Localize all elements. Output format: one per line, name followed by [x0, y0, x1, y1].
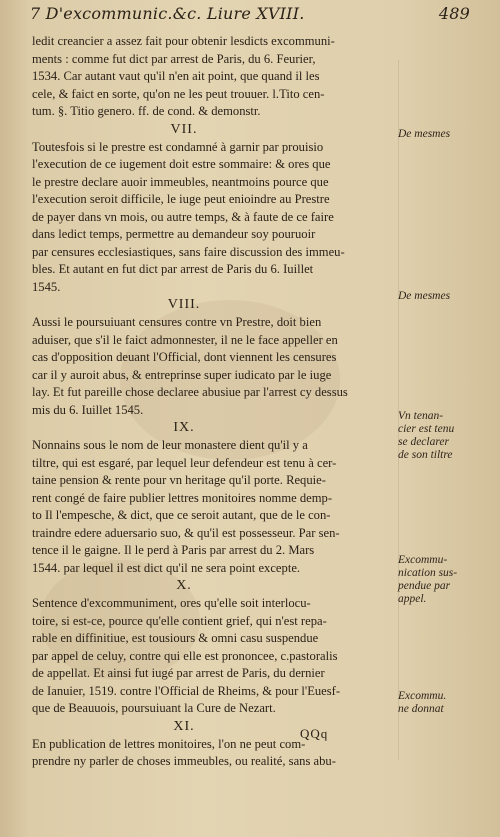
paragraph — [32, 139, 396, 297]
margin-note-line: appel. — [398, 593, 427, 605]
margin-note-line: cier est tenu — [398, 423, 455, 435]
section-number: X. — [176, 578, 192, 593]
text-line: que de Beauuois, poursuiuant la Cure de Nezart. — [32, 701, 276, 715]
text-line: le prestre declare auoir immeubles, neantmoins pource que — [32, 174, 329, 189]
paragraph — [32, 314, 396, 419]
text-line: l'execution seroit difficile, le iuge peut enioindre au Prestre — [32, 192, 330, 206]
text-line: Sentence d'excommuniment, ores qu'elle soit interlocu- — [32, 596, 311, 610]
signature-mark: QQq — [300, 726, 329, 741]
paragraph — [32, 33, 396, 121]
margin-note-line: Excommu. — [398, 690, 447, 702]
margin-note-line: ne donnat — [398, 703, 444, 715]
text-line: tence il le gaigne. Il le perd à Paris par arrest du 2. Mars — [32, 543, 315, 557]
text-line: par appel de celuy, contre qui elle est prononcee, c.pastoralis — [32, 648, 338, 663]
text-line: En publication de lettres monitoires, l'on ne peut com- — [32, 736, 306, 751]
margin-note-line: nication sus- — [398, 567, 458, 579]
section-number: IX. — [173, 420, 195, 435]
text-line: toire, si est-ce, pource qu'elle contient grief, qui n'est repa- — [32, 613, 327, 628]
text-line: ledit creancier a assez fait pour obtenir lesdicts excommuni- — [32, 34, 335, 48]
margin-note — [398, 554, 496, 606]
text-line: Aussi le poursuiuant censures contre vn Prestre, doit bien — [32, 315, 322, 329]
text-line: rent congé de faire publier lettres monitoires nomme demp- — [32, 490, 333, 505]
text-line: Toutesfois si le prestre est condamné à garnir par prouisio — [32, 139, 324, 154]
margin-note-line: De mesmes — [398, 128, 451, 140]
text-line: aduiser, que s'il le faict admonnester, il ne le face appeller en — [32, 332, 338, 347]
paragraph — [32, 595, 396, 718]
margin-note-line: de son tiltre — [398, 449, 453, 461]
margin-note — [398, 128, 496, 141]
section-number: VII. — [170, 121, 198, 137]
text-line: lay. Et fut pareille chose declaree abusiue par l'arrest cy dessus — [32, 385, 348, 399]
text-line: car il y auroit abus, & entreprinse super iudicato par le iuge — [32, 367, 332, 382]
text-line: de Ianuier, 1519. contre l'Official de Rheims, & pour l'Euesf- — [32, 683, 341, 698]
header-title: 7 D'excommunic.&c. Liure XVIII. — [30, 4, 305, 23]
section-number: VIII. — [167, 297, 201, 312]
text-line: taine pension & rente pour vn heritage qu'il porte. Requie- — [32, 473, 326, 487]
margin-note-line: pendue par — [398, 580, 451, 592]
text-line: tiltre, qui est esgaré, par lequel leur defendeur est tenu à cer- — [32, 455, 337, 470]
text-line: traindre edere aduersario suo, & qu'il est possesseur. Par sen- — [32, 525, 340, 540]
margin-note-line: Vn tenan- — [398, 410, 444, 422]
margin-note — [398, 290, 496, 303]
text-line: bles. Et autant en fut dict par arrest de Paris du 6. Iuillet — [32, 262, 314, 276]
text-line: ments : comme fut dict par arrest de Paris, du 6. Feurier, — [32, 51, 316, 66]
margin-note-line: De mesmes — [398, 290, 451, 302]
text-line: de payer dans vn mois, ou autre temps, & à faute de ce faire — [32, 209, 334, 224]
text-line: cas d'opposition deuant l'Official, dont viennent les censures — [32, 350, 337, 364]
main-text-column — [32, 33, 396, 771]
margin-note — [398, 690, 496, 716]
text-line: 1544. par lequel il est dict qu'il ne sera point excepte. — [32, 560, 301, 575]
paragraph — [32, 437, 396, 577]
text-line: mis du 6. Iuillet 1545. — [32, 402, 144, 417]
text-line: Nonnains sous le nom de leur monastere dient qu'il y a — [32, 438, 308, 452]
text-line: prendre ny parler de choses immeubles, ou realité, sans abu- — [32, 754, 336, 768]
text-line: to Il l'empesche, & dict, que ce seroit autant, que de le con- — [32, 508, 331, 522]
section-number: XI. — [173, 718, 195, 734]
text-line: rable en diffinitiue, est tousiours & omni casu suspendue — [32, 631, 319, 645]
paragraph — [32, 736, 396, 771]
margin-note — [398, 410, 496, 462]
text-line: 1534. Car autant vaut qu'il n'en ait point, que quand il les — [32, 69, 320, 83]
text-line: dans ledict temps, permettre au demandeur soy pouruoir — [32, 227, 316, 241]
text-line: 1545. — [32, 279, 61, 294]
margin-note-line: se declarer — [398, 436, 449, 448]
running-header — [30, 4, 470, 23]
text-line: de appellat. Et ainsi fut iugé par arrest de Paris, du dernier — [32, 666, 325, 680]
text-line: cele, & faict en sorte, qu'on ne les peut trouuer. l.Tito cen- — [32, 86, 325, 101]
text-line: l'execution de ce iugement doit estre sommaire: & ores que — [32, 157, 331, 171]
margin-note-line: Excommu- — [398, 554, 448, 566]
text-line: tum. §. Titio genero. ff. de cond. & demonstr. — [32, 104, 261, 118]
page-number: 489 — [438, 4, 470, 23]
text-line: par censures ecclesiastiques, sans faire discussion des immeu- — [32, 244, 345, 259]
